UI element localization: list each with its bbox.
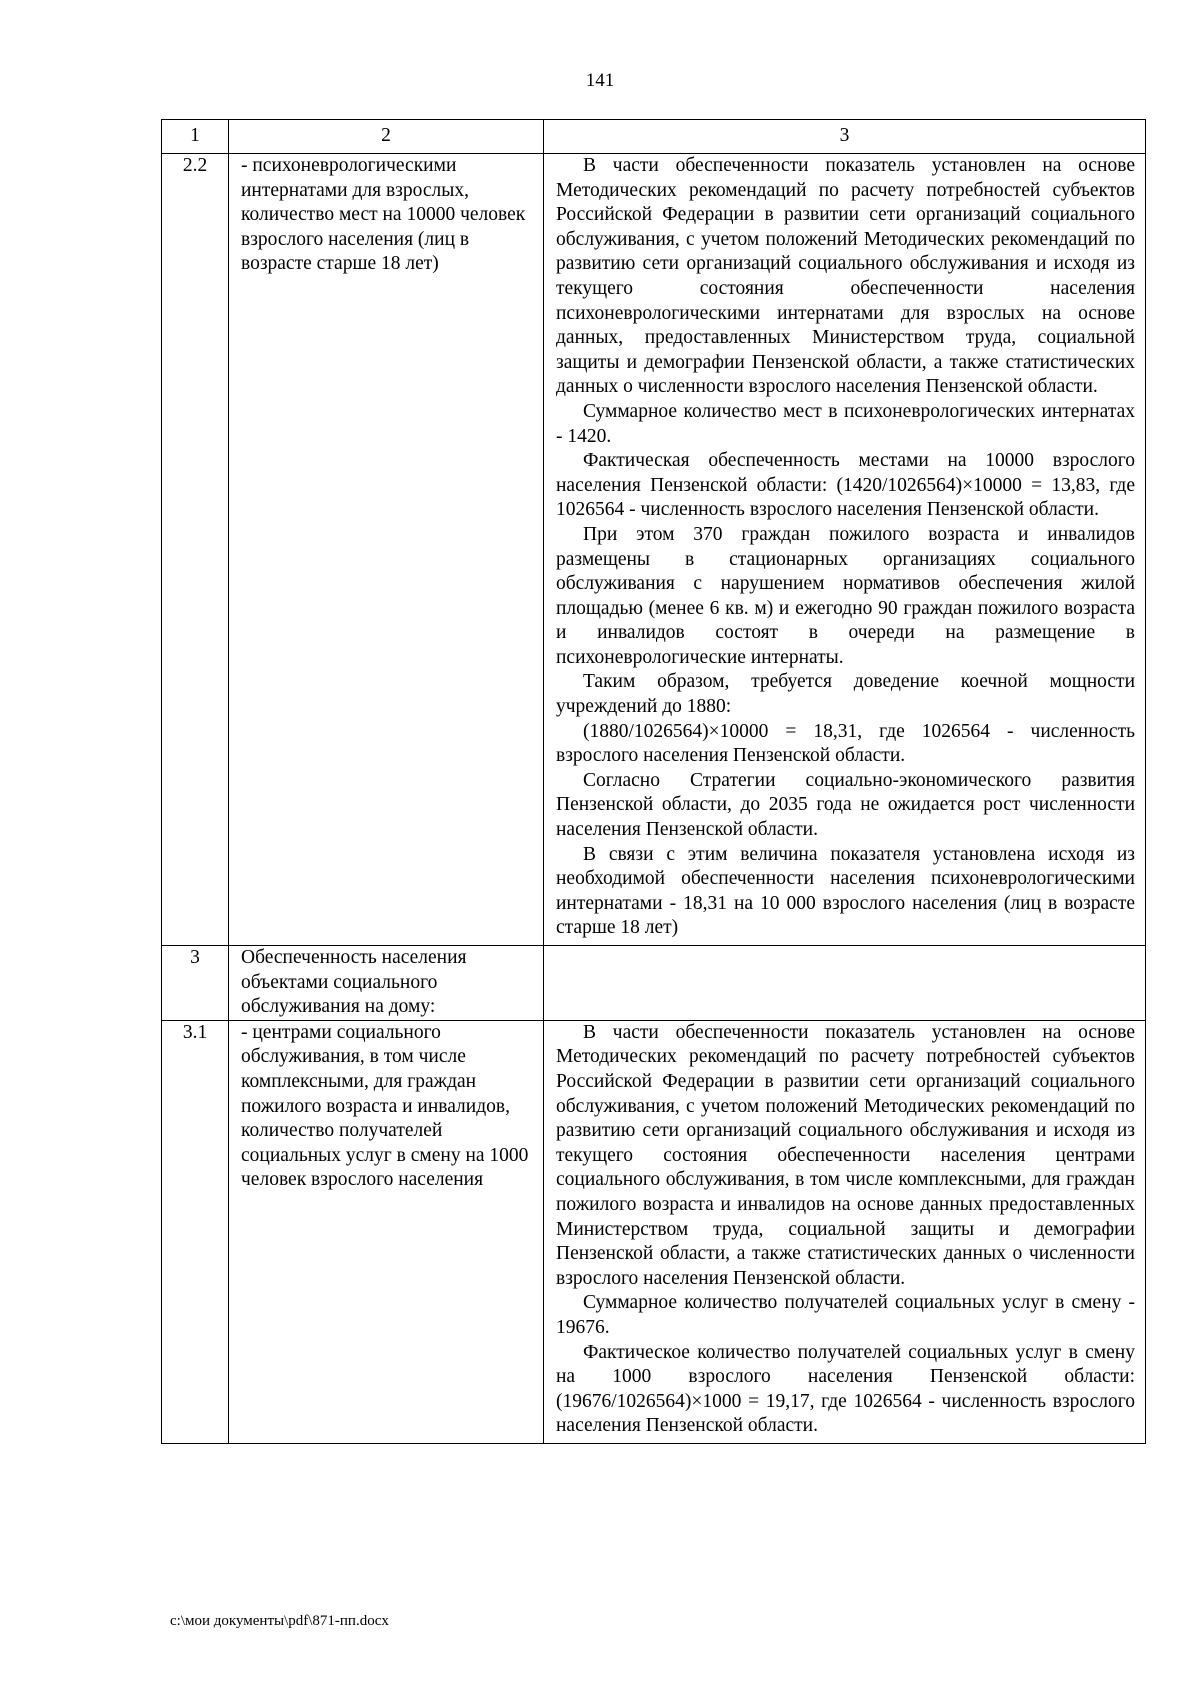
- row-number: 3: [162, 946, 229, 1021]
- table-row: [162, 1020, 1146, 1443]
- indicator-description: [544, 1020, 1146, 1443]
- description-paragraph: Фактическая обеспеченность местами на 10000 взрослого населения Пензенской области: (1420/1026564)×10000 = 13,83, где 1026564 - численность взрослого населения Пензенской области.: [556, 450, 1135, 521]
- description-paragraph: Согласно Стратегии социально-экономического развития Пензенской области, до 2035 года не ожидается рост численности населения Пензенской области.: [556, 769, 1135, 841]
- column-header-1: 1: [162, 120, 229, 154]
- indicator-description: [544, 946, 1146, 1021]
- table-row: [162, 946, 1146, 1021]
- column-header-3: 3: [544, 120, 1146, 154]
- column-header-2: 2: [229, 120, 544, 154]
- description-paragraph: Таким образом, требуется доведение коечной мощности учреждений до 1880:: [556, 671, 1135, 718]
- footer-file-path: c:\мои документы\pdf\871-пп.docx: [170, 1613, 389, 1629]
- description-paragraph: В части обеспеченности показатель установлен на основе Методических рекомендаций по расчету потребностей субъектов Российской Федерации в развитии сети организаций социального обслуживания, с учетом положений Методических рекомендаций по развитию сети организаций социального обслуживания и исходя из текущего состояния обеспеченности населения психоневрологическими интернатами для взрослых на основе данных, предоставленных Министерством труда, социальной защиты и демографии Пензенской области, а также статистических данных о численности взрослого населения Пензенской области.: [556, 155, 1135, 398]
- indicator-name: - психоневрологическими интернатами для взрослых, количество мест на 10000 человек взрослого населения (лиц в возрасте старше 18 лет): [229, 154, 544, 946]
- description-paragraph: (1880/1026564)×10000 = 18,31, где 1026564 - численность взрослого населения Пензенской области.: [556, 720, 1135, 767]
- table-row: [162, 154, 1146, 946]
- page-number: 141: [585, 70, 615, 91]
- table-header-row: [162, 120, 1146, 154]
- indicator-name: Обеспеченность населения объектами социального обслуживания на дому:: [229, 946, 544, 1021]
- indicator-name: - центрами социального обслуживания, в том числе комплексными, для граждан пожилого возраста и инвалидов, количество получателей социальных услуг в смену на 1000 человек взрослого населения: [229, 1020, 544, 1443]
- document-table: [161, 119, 1146, 1444]
- description-paragraph: В связи с этим величина показателя установлена исходя из необходимой обеспеченности населения психоневрологическими интернатами - 18,31 на 10 000 взрослого населения (лиц в возрасте старше 18 лет): [556, 843, 1135, 939]
- description-paragraph: В части обеспеченности показатель установлен на основе Методических рекомендаций по расчету потребностей субъектов Российской Федерации в развитии сети организаций социального обслуживания, с учетом положений Методических рекомендаций по развитию сети организаций социального обслуживания и исходя из текущего состояния обеспеченности населения центрами социального обслуживания, в том числе комплексными, для граждан пожилого возраста и инвалидов на основе данных предоставленных Министерством труда, социальной защиты и демографии Пензенской области, а также статистических данных о численности взрослого населения Пензенской области.: [556, 1021, 1135, 1289]
- description-paragraph: Фактическое количество получателей социальных услуг в смену на 1000 взрослого населения Пензенской области: (19676/1026564)×1000 = 19,17, где 1026564 - численность взрослого населения Пензенской области.: [556, 1341, 1135, 1437]
- description-paragraph: Суммарное количество мест в психоневрологических интернатах - 1420.: [556, 400, 1135, 447]
- row-number: 2.2: [162, 154, 229, 946]
- description-paragraph: Суммарное количество получателей социальных услуг в смену - 19676.: [556, 1292, 1135, 1338]
- row-number: 3.1: [162, 1020, 229, 1443]
- description-paragraph: При этом 370 граждан пожилого возраста и инвалидов размещены в стационарных организациях социального обслуживания с нарушением нормативов обеспечения жилой площадью (менее 6 кв. м) и ежегодно 90 граждан пожилого возраста и инвалидов состоят в очереди на размещение в психоневрологические интернаты.: [556, 523, 1135, 668]
- indicator-description: [544, 154, 1146, 946]
